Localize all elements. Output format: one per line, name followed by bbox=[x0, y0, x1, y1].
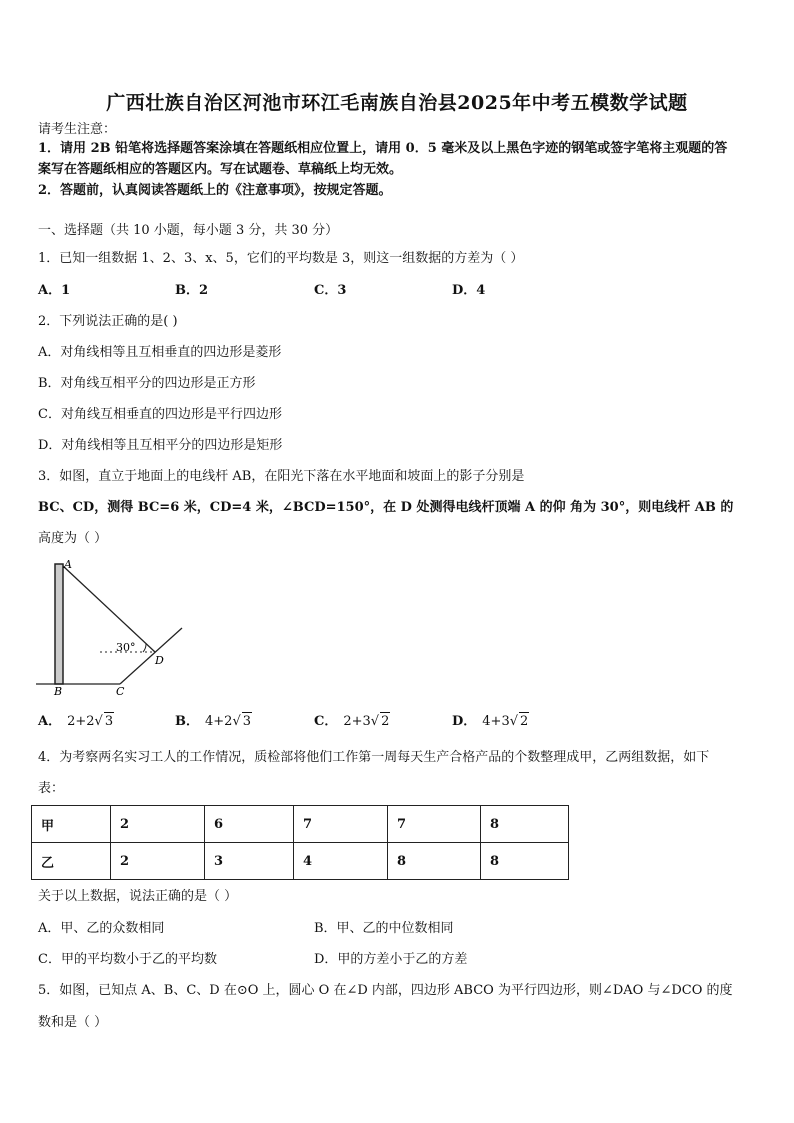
table-cell: 8 bbox=[481, 806, 569, 843]
table-cell: 甲 bbox=[32, 806, 111, 843]
q3-option-a-value: 2+2 bbox=[67, 714, 95, 729]
q1-stem: 1．已知一组数据 1、2、3、x、5，它们的平均数是 3，则这一组数据的方差为（ ） bbox=[38, 251, 524, 266]
table-cell: 乙 bbox=[32, 843, 111, 880]
table-cell: 4 bbox=[294, 843, 388, 880]
table-cell: 7 bbox=[388, 806, 481, 843]
q3-option-d bbox=[452, 712, 529, 731]
q3-option-b-label: B． bbox=[175, 714, 199, 729]
sun-ray-line bbox=[63, 566, 155, 652]
pole-shape bbox=[55, 564, 63, 684]
table-row bbox=[32, 843, 569, 880]
point-c-label: C bbox=[116, 685, 125, 698]
q1-option-d: D．4 bbox=[452, 283, 486, 298]
q2-option-d: D．对角线相等且互相平分的四边形是矩形 bbox=[38, 438, 283, 453]
q4-option-a: A．甲、乙的众数相同 bbox=[38, 921, 165, 936]
notice-item-2: 2．答题前，认真阅读答题纸上的《注意事项》，按规定答题。 bbox=[38, 183, 392, 198]
sqrt-symbol-icon: √ bbox=[370, 714, 380, 729]
q3-line-3: 高度为（ ） bbox=[38, 531, 108, 546]
q2-option-a: A．对角线相等且互相垂直的四边形是菱形 bbox=[38, 345, 282, 360]
q3-option-a bbox=[38, 712, 114, 731]
sqrt-symbol-icon: √ bbox=[94, 714, 103, 729]
q3-option-b-radicand: 3 bbox=[242, 714, 252, 729]
q5-line-2: 数和是（ ） bbox=[38, 1015, 108, 1030]
q4-line-1: 4．为考察两名实习工人的工作情况，质检部将他们工作第一周每天生产合格产品的个数整理成甲，乙两组数据，如下 bbox=[38, 750, 710, 765]
table-cell: 2 bbox=[111, 843, 205, 880]
point-b-label: B bbox=[54, 685, 63, 698]
q1-option-b: B．2 bbox=[175, 283, 209, 298]
q4-data-table bbox=[31, 805, 569, 880]
section-heading: 一、选择题（共 10 小题，每小题 3 分，共 30 分） bbox=[38, 223, 339, 238]
sqrt-symbol-icon: √ bbox=[509, 714, 519, 729]
q3-option-b-value: 4+2 bbox=[205, 714, 233, 729]
q3-option-d-radicand: 2 bbox=[520, 714, 529, 729]
q1-option-c: C．3 bbox=[314, 283, 347, 298]
q4-option-d: D．甲的方差小于乙的方差 bbox=[314, 952, 468, 967]
q4-question: 关于以上数据，说法正确的是（ ） bbox=[38, 889, 238, 904]
notice-item-1-line-2: 案写在答题纸相应的答题区内。写在试题卷、草稿纸上均无效。 bbox=[38, 162, 403, 177]
q1-option-a: A．1 bbox=[38, 283, 71, 298]
q3-option-b bbox=[175, 712, 252, 731]
notice-heading: 请考生注意： bbox=[38, 122, 117, 137]
q3-figure bbox=[30, 558, 190, 698]
q2-option-b: B．对角线互相平分的四边形是正方形 bbox=[38, 376, 256, 391]
table-cell: 8 bbox=[388, 843, 481, 880]
table-cell: 7 bbox=[294, 806, 388, 843]
table-row bbox=[32, 806, 569, 843]
q4-line-2: 表： bbox=[38, 781, 65, 796]
q3-option-c bbox=[314, 712, 390, 731]
slope-line bbox=[120, 628, 182, 684]
q3-option-a-radicand: 3 bbox=[104, 714, 114, 729]
q3-line-1: 3．如图，直立于地面上的电线杆 AB，在阳光下落在水平地面和坡面上的影子分别是 bbox=[38, 469, 525, 484]
q3-option-c-label: C． bbox=[314, 714, 338, 729]
q3-option-d-value: 4+3 bbox=[482, 714, 510, 729]
point-d-label: D bbox=[155, 654, 164, 667]
angle-arc bbox=[143, 644, 146, 652]
point-a-label: A bbox=[64, 558, 72, 571]
q4-option-c: C．甲的平均数小于乙的平均数 bbox=[38, 952, 217, 967]
table-cell: 2 bbox=[111, 806, 205, 843]
table-cell: 8 bbox=[481, 843, 569, 880]
page-title: 广西壮族自治区河池市环江毛南族自治县2025年中考五模数学试题 bbox=[106, 92, 688, 114]
q2-stem: 2．下列说法正确的是( ) bbox=[38, 314, 178, 329]
table-cell: 3 bbox=[205, 843, 294, 880]
q3-option-d-label: D． bbox=[452, 714, 477, 729]
q3-option-c-radicand: 2 bbox=[381, 714, 390, 729]
angle-label: 30° bbox=[116, 641, 136, 654]
q3-option-a-label: A． bbox=[38, 714, 62, 729]
q4-option-b: B．甲、乙的中位数相同 bbox=[314, 921, 454, 936]
table-cell: 6 bbox=[205, 806, 294, 843]
q2-option-c: C．对角线互相垂直的四边形是平行四边形 bbox=[38, 407, 282, 422]
notice-item-1-line-1: 1．请用 2B 铅笔将选择题答案涂填在答题纸相应位置上，请用 0．5 毫米及以上黑色字迹的钢笔或签字笔将主观题的答 bbox=[38, 141, 728, 156]
q3-line-2: BC、CD，测得 BC=6 米，CD=4 米，∠BCD=150°，在 D 处测得电线杆顶端 A 的仰 角为 30°，则电线杆 AB 的 bbox=[38, 500, 734, 515]
q3-option-c-value: 2+3 bbox=[343, 714, 371, 729]
sqrt-symbol-icon: √ bbox=[232, 714, 241, 729]
q5-line-1: 5．如图，已知点 A、B、C、D 在⊙O 上，圆心 O 在∠D 内部，四边形 ABCO 为平行四边形，则∠DAO 与∠DCO 的度 bbox=[38, 983, 733, 998]
